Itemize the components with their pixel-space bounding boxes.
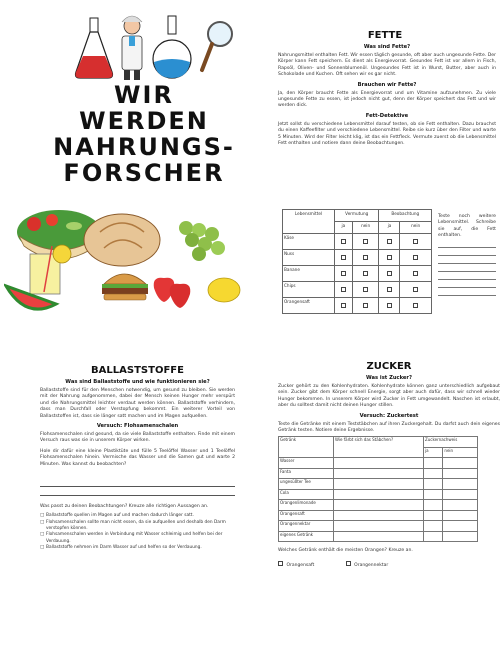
table-header: ja [335,222,353,234]
table-row [283,282,432,298]
food-illustration [4,192,247,322]
side-instruction: Teste noch weitere Lebensmittel. Schreibe sie auf, die Fett enthalten. [438,214,496,239]
table-row [283,234,432,250]
writing-line[interactable] [438,240,496,248]
checkbox[interactable] [387,303,392,308]
drink-label: ungesüßter Tee [279,479,334,490]
checkbox[interactable] [413,271,418,276]
food-label: Nuss [283,250,335,266]
table-row [283,266,432,282]
zucker-paragraph: Zucker gehört zu den Kohlenhydraten. Kohlenhydrate können ganz unterschiedlich aufgebaut sein. Zucker gibt dem Körper schnell Energie, sorgt aber auch dafür, dass wir schnell wieder Hunger bekommen. In unserem Körper wird Zucker in Fett umgewandelt. Naschen ist erlaubt, aber du solltest damit nicht deinen Hunger stillen. [278,384,500,409]
checkbox[interactable] [341,255,346,260]
checkbox[interactable] [413,239,418,244]
table-row [279,489,478,500]
table-header: nein [352,222,379,234]
checkbox[interactable] [363,287,368,292]
cover-page [4,4,247,322]
grapes-icon [179,221,225,261]
choice-label: Orangennektar [354,562,389,568]
writing-line[interactable] [438,288,496,296]
writing-line[interactable] [438,248,496,256]
burger-icon [102,274,148,300]
drink-label: Orangensaft [279,510,334,521]
fette-paragraph: Jetzt sollst du verschiedene Lebensmittel darauf testen, ob sie Fett enthalten. Dazu brauchst du einen Kaffeefilter und verschiedene Lebensmittel. Reibe sie kurz über den Filter und warte 5 Minuten. Wird der Filter leicht klig, ist das ein Fettfleck. Vermute zuerst ob die Lebensmittel Fett enthalten und notiere dann deine Beobachtungen. [278,121,496,147]
lab-illustration [4,4,247,84]
ballast-paragraph: Ballaststoffe sind für den Menschen notwendig, um gesund zu bleiben. Sie werden mit der Nahrung aufgenommen, dabei der Mensch keinen Hunger mehr verspürt und die Nahrungsmittel leichter verdaut werden können. Ballaststoffe verhindern, dass man Durchfall oder Verstopfung bekommt. Ein weiterer Vorteil von Ballaststoffen ist, dass sie länger satt machen und im Magen aufquellen. [40,388,235,419]
option-checkbox[interactable]: □ Flohsamenschalen sollte man nicht essen, da sie aufquellen und deshalb den Darm verstopfen können. [40,520,235,533]
table-header: Wie färbt sich das Stäbchen? [334,437,424,458]
zucker-question: Welches Getränk enthält die meisten Orangen? Kreuze an. [278,548,413,554]
table-header: Beobachtung [379,210,432,222]
ballast-paragraph: Hole dir dafür eine kleine Plastiktüte und fülle 5 Teelöffel Wasser und 1 Teelöffel Flohsamenschalen hinein. Vermische das Wasser und die Samen gut und warte 2 Minuten. Was kannst du beobachten? [40,448,235,467]
zucker-choices [278,561,500,568]
ballast-paragraph: Flohsamenschalen sind gesund, da sie viele Ballaststoffe enthalten. Finde mit einem Versuch raus was sie in unserem Körper wirken. [40,432,235,444]
checkbox[interactable] [363,239,368,244]
choice-label: Orangensaft [286,562,315,568]
table-row [279,500,478,511]
checkbox[interactable] [387,271,392,276]
food-label: Orangensaft [283,298,335,314]
zucker-title: ZUCKER [366,361,412,372]
ballaststoffe-page [40,345,235,643]
ballast-options [40,513,235,551]
writing-line[interactable] [438,280,496,288]
drink-label: Orangenlimonade [279,500,334,511]
checkbox[interactable] [341,239,346,244]
zucker-page [278,345,500,643]
option-checkbox[interactable]: □ Ballaststoffe quellen im Magen auf und machen dadurch länger satt. [40,513,235,519]
magnifying-glass-icon [202,22,232,70]
table-row [279,521,478,532]
checkbox[interactable] [341,271,346,276]
fette-title: FETTE [367,30,403,41]
checkbox[interactable] [341,287,346,292]
table-header: ja [424,447,443,458]
table-row [279,531,478,542]
table-header: Lebensmittel [283,210,335,234]
fette-subheading: Was sind Fette? [363,44,411,50]
fette-paragraph: Ja, den Körper braucht Fette als Energievorrat und um Vitamine aufzunehmen. Zu viele ungesunde Fette zu essen, ist jedoch nicht gut, denn der Körper speichert das Fett und wir werden dick. [278,90,496,109]
checkbox[interactable] [278,561,283,566]
checkbox[interactable] [363,303,368,308]
checkbox[interactable] [413,287,418,292]
table-row [279,458,478,469]
table-row [279,510,478,521]
checkbox[interactable] [341,303,346,308]
writing-line[interactable] [438,264,496,272]
checkbox[interactable] [413,255,418,260]
drink-label: Fanta [279,468,334,479]
option-checkbox[interactable]: □ Ballaststoffe nehmen im Darm Wasser auf und helfen so der Verdauung. [40,545,235,551]
zucker-subheading: Was ist Zucker? [365,375,412,381]
option-checkbox[interactable]: □ Flohsamenschalen werden in Verbindung mit Wasser schleimig und helfen bei der Verdauung. [40,532,235,545]
fette-paragraph: Nahrungsmittel enthalten Fett. Wir essen täglich gesunde, oft aber auch ungesunde Fette. Der Körper kann Fett speichern. Es dient als Energievorrat. Gesundes Fett ist vor allem in Fisch, Rapsöl, Oliven- und Sonnenblumenöl. Ungesundes Fett ist in Wurst, Butter, aber auch in Schokolade und Kuchen. Oft sehen wir es gar nicht. [278,53,496,78]
zucker-paragraph: Teste die Getränke mit einem Teststäbchen auf ihren Zuckergehalt. Du darfst auch dein eigenes Getränk testen. Notiere deine Ergebnisse. [278,421,500,434]
table-row [283,298,432,314]
checkbox[interactable] [387,239,392,244]
checkbox[interactable] [413,303,418,308]
table-row [283,250,432,266]
fette-subheading: Fett-Detektive [365,112,409,119]
ballast-subheading: Was sind Ballaststoffe und wie funktionieren sie? [65,379,210,385]
strawberry-icon [154,278,191,308]
drink-label: Cola [279,489,334,500]
ballast-title: BALLASTSTOFFE [91,365,184,376]
fett-side-task [438,214,496,296]
zucker-subheading: Versuch: Zuckertest [359,412,419,419]
checkbox[interactable] [363,271,368,276]
table-header: Vermutung [335,210,379,222]
zucker-table [278,436,478,542]
bread-icon [84,214,160,266]
cover-title-line: WERDEN [79,107,209,135]
drink-label: Wasser [279,458,334,469]
cover-title-line: FORSCHER [63,159,225,187]
checkbox[interactable] [346,561,351,566]
table-header: nein [443,447,478,458]
ballast-question: Was passt zu deinen Beobachtungen? Kreuze alle richtigen Aussagen an. [40,504,209,510]
ballast-subheading: Versuch: Flohsamenschalen [96,423,179,430]
table-header: ja [379,222,400,234]
table-header: nein [400,222,432,234]
table-row [279,479,478,490]
writing-line[interactable] [438,272,496,280]
cover-title-line: NAHRUNGS- [53,133,235,161]
food-label: Käse [283,234,335,250]
blue-flask-icon [153,16,191,78]
checkbox[interactable] [387,287,392,292]
red-flask-icon [76,18,113,78]
lemon-icon [208,278,240,302]
writing-line[interactable] [438,256,496,264]
writing-line[interactable] [40,478,235,487]
cover-title [44,82,244,186]
drink-label: eigenes Getränk [279,531,334,542]
scientist-icon [122,16,142,80]
table-header: Zuckernachweis [424,437,478,448]
fette-subheading: Brauchen wir Fette? [357,81,417,88]
food-label: Banane [283,266,335,282]
table-row [279,468,478,479]
fette-page [270,4,500,322]
checkbox[interactable] [387,255,392,260]
checkbox[interactable] [363,255,368,260]
writing-line[interactable] [40,487,235,496]
table-header: Getränk [279,437,334,458]
fett-table [282,209,432,314]
food-label: Chips [283,282,335,298]
cover-title-line: WIR [114,81,174,109]
drink-label: Orangennektar [279,521,334,532]
